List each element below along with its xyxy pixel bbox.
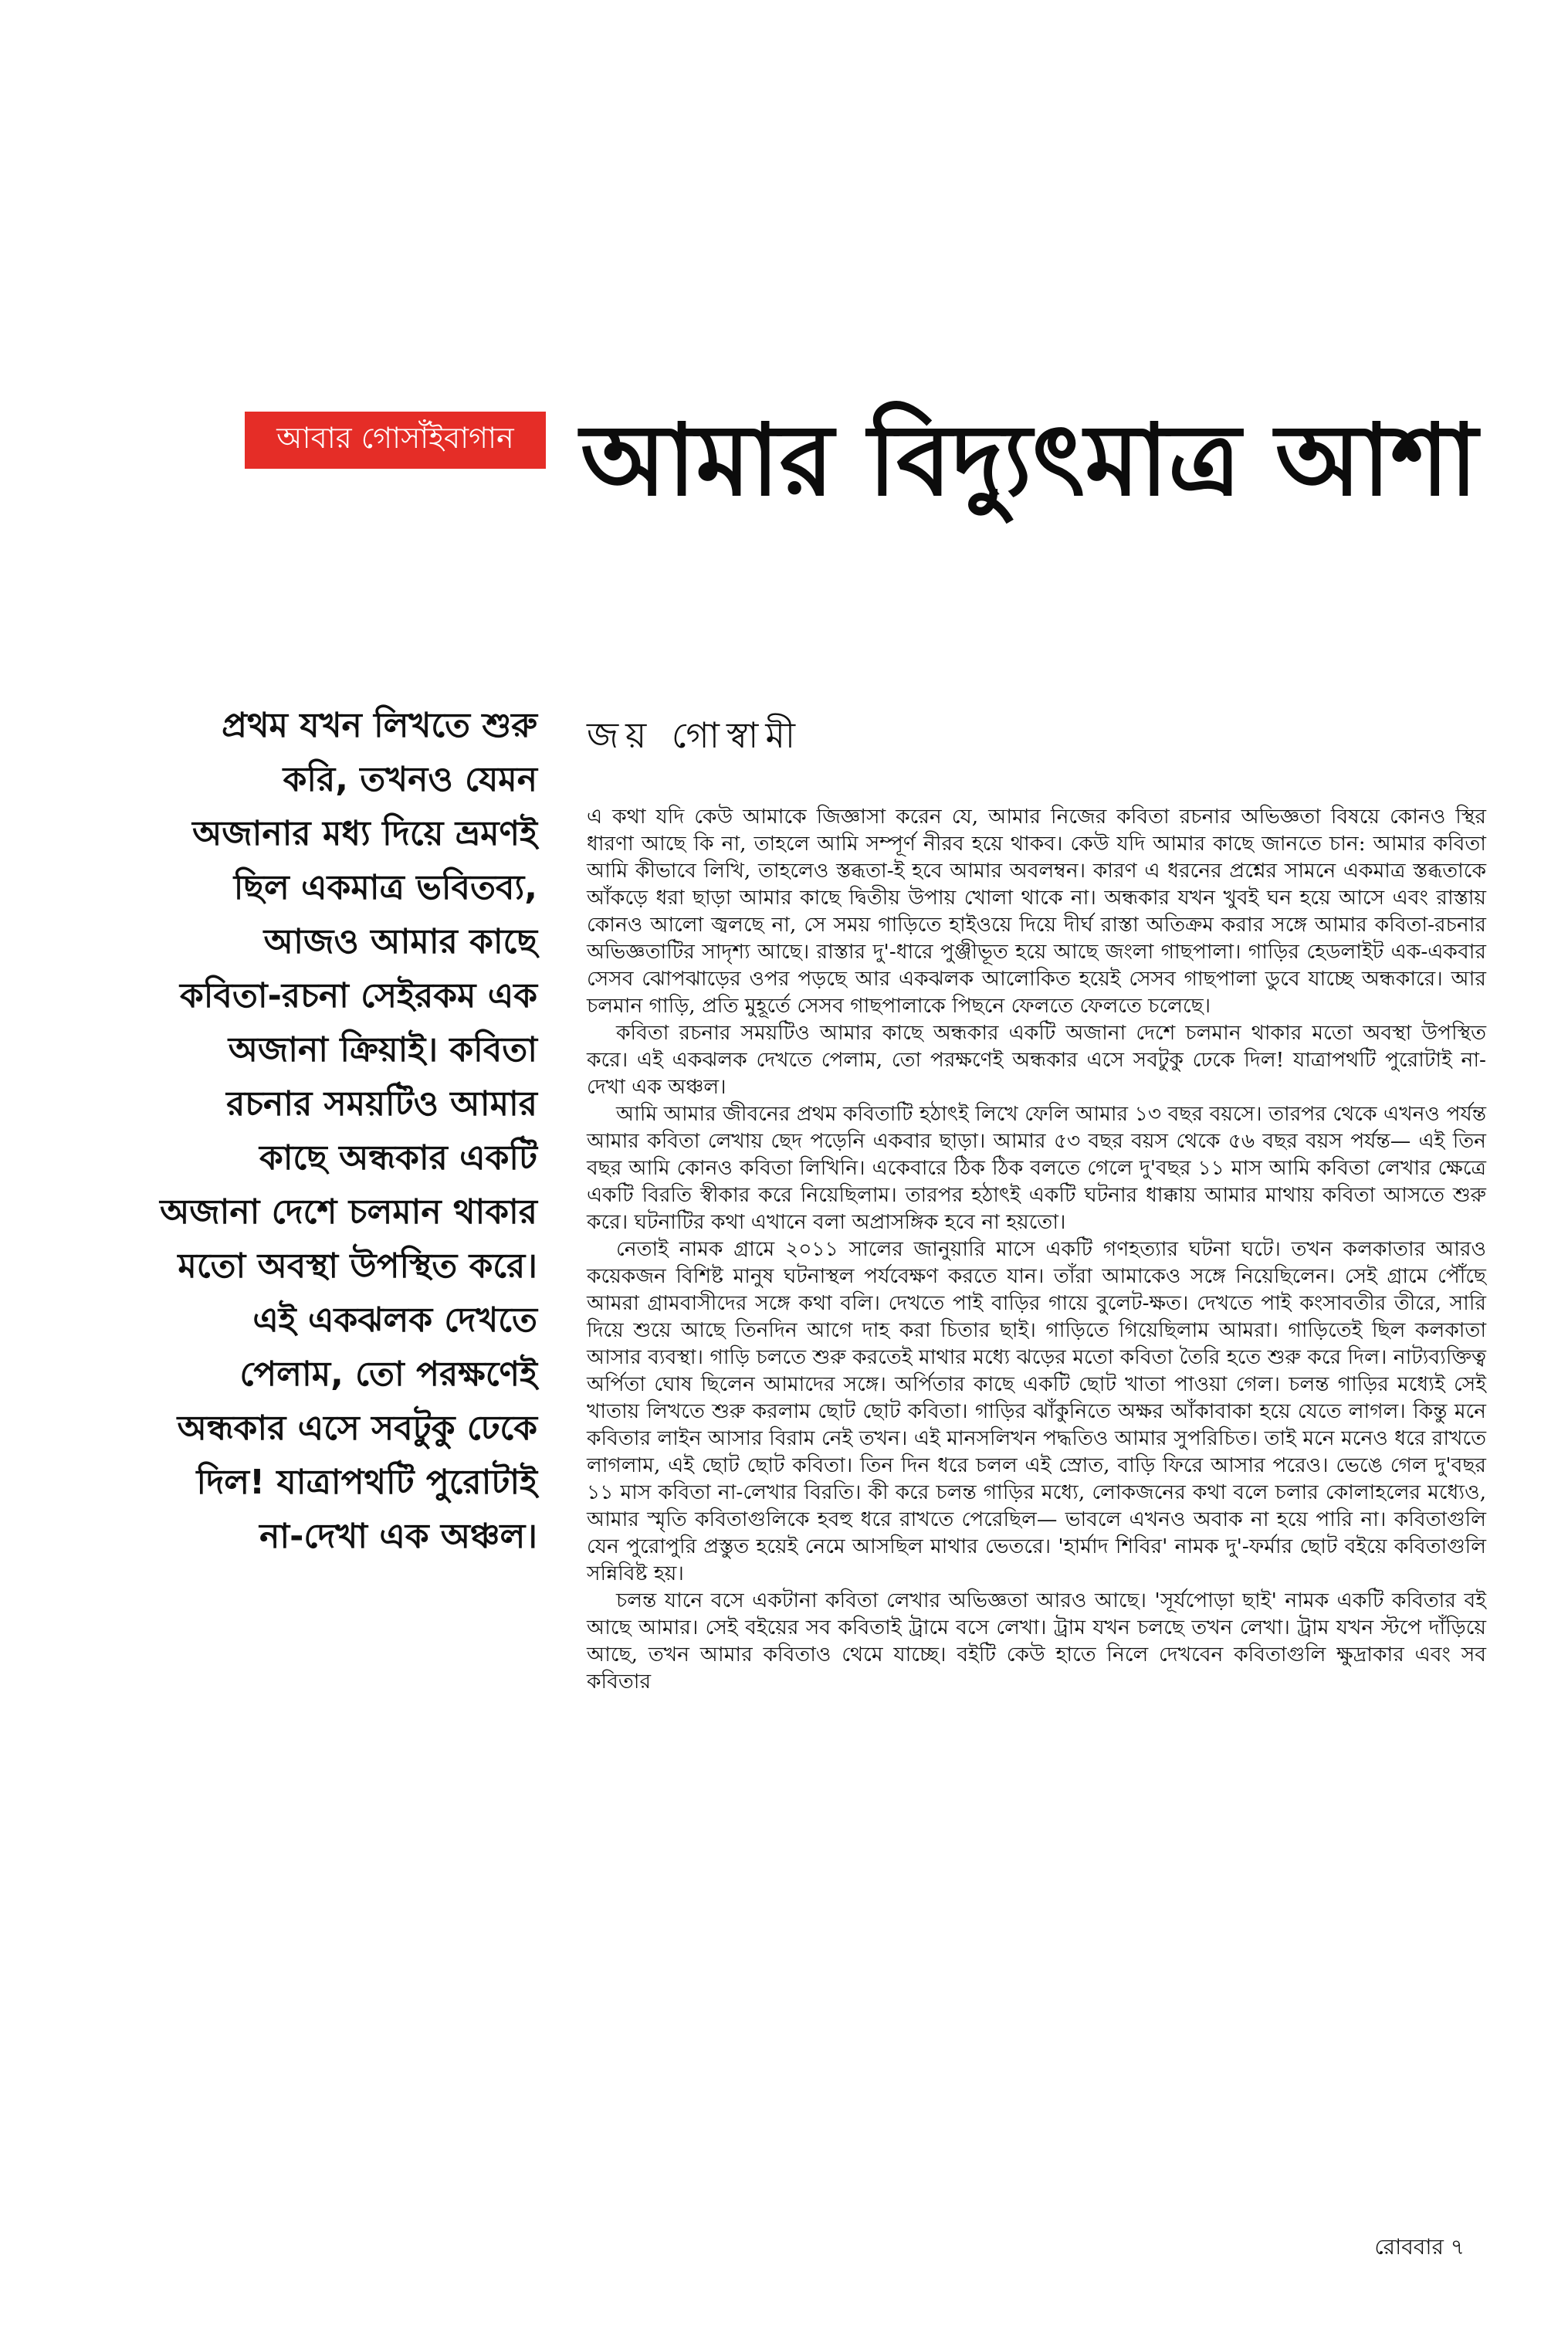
- pull-quote: প্রথম যখন লিখতে শুরু করি, তখনও যেমন অজানার মধ্য দিয়ে ভ্রমণই ছিল একমাত্র ভবিতব্য, আজও আমার কাছে কবিতা-রচনা সেইরকম এক অজানা ক্রিয়াই। কবিতা রচনার সময়টিও আমার কাছে অন্ধকার একটি অজানা দেশে চলমান থাকার মতো অবস্থা উপস্থিত করে। এই একঝলক দেখতে পেলাম, তো পরক্ষণেই অন্ধকার এসে সবটুকু ঢেকে দিল! যাত্রাপথটি পুরোটাই না-দেখা এক অঞ্চল।: [160, 706, 537, 1556]
- body-paragraph: কবিতা রচনার সময়টিও আমার কাছে অন্ধকার একটি অজানা দেশে চলমান থাকার মতো অবস্থা উপস্থিত করে। এই একঝলক দেখতে পেলাম, তো পরক্ষণেই অন্ধকার এসে সবটুকু ঢেকে দিল! যাত্রাপথটি পুরোটাই না-দেখা এক অঞ্চল।: [587, 1021, 1486, 1099]
- article-headline: আমার বিদ্যুৎমাত্র আশা: [581, 402, 1478, 518]
- body-paragraph: এ কথা যদি কেউ আমাকে জিজ্ঞাসা করেন যে, আমার নিজের কবিতা রচনার অভিজ্ঞতা বিষয়ে কোনও স্থির ধারণা আছে কি না, তাহলে আমি সম্পূর্ণ নীরব হয়ে থাকব। কেউ যদি আমার কাছে জানতে চান: আমার কবিতা আমি কীভাবে লিখি, তাহলেও স্তব্ধতা-ই হবে আমার অবলম্বন। কারণ এ ধরনের প্রশ্নের সামনে একমাত্র স্তব্ধতাকে আঁকড়ে ধরা ছাড়া আমার কাছে দ্বিতীয় উপায় খোলা থাকে না। অন্ধকার যখন খুবই ঘন হয়ে আসে এবং রাস্তায় কোনও আলো জ্বলছে না, সে সময় গাড়িতে হাইওয়ে দিয়ে দীর্ঘ রাস্তা অতিক্রম করার সঙ্গে আমার কবিতা-রচনার অভিজ্ঞতাটির সাদৃশ্য আছে। রাস্তার দু'-ধারে পুঞ্জীভূত হয়ে আছে জংলা গাছপালা। গাড়ির হেডলাইট এক-একবার সেসব ঝোপঝাড়ের ওপর পড়ছে আর একঝলক আলোকিত হয়েই সেসব গাছপালা ডুবে যাচ্ছে অন্ধকারে। আর চলমান গাড়ি, প্রতি মুহূর্তে সেসব গাছপালাকে পিছনে ফেলতে ফেলতে চলেছে।: [587, 805, 1486, 1018]
- page-folio: রোববার ৭: [1374, 2234, 1465, 2260]
- body-paragraph: আমি আমার জীবনের প্রথম কবিতাটি হঠাৎই লিখে ফেলি আমার ১৩ বছর বয়সে। তারপর থেকে এখনও পর্যন্ত আমার কবিতা লেখায় ছেদ পড়েনি একবার ছাড়া। আমার ৫৩ বছর বয়স থেকে ৫৬ বছর বয়স পর্যন্ত— এই তিন বছর আমি কোনও কবিতা লিখিনি। একেবারে ঠিক ঠিক বলতে গেলে দু'বছর ১১ মাস আমি কবিতা লেখার ক্ষেত্রে একটি বিরতি স্বীকার করে নিয়েছিলাম। তারপর হঠাৎই একটি ঘটনার ধাক্কায় আমার মাথায় কবিতা আসতে শুরু করে। ঘটনাটির কথা এখানে বলা অপ্রাসঙ্গিক হবে না হয়তো।: [587, 1102, 1486, 1234]
- article-body: [587, 803, 1486, 1695]
- body-paragraph: নেতাই নামক গ্রামে ২০১১ সালের জানুয়ারি মাসে একটি গণহত্যার ঘটনা ঘটে। তখন কলকাতার আরও কয়েকজন বিশিষ্ট মানুষ ঘটনাস্থল পর্যবেক্ষণ করতে যান। তাঁরা আমাকেও সঙ্গে নিয়েছিলেন। সেই গ্রামে পৌঁছে আমরা গ্রামবাসীদের সঙ্গে কথা বলি। দেখতে পাই বাড়ির গায়ে বুলেট-ক্ষত। দেখতে পাই কংসাবতীর তীরে, সারি দিয়ে শুয়ে আছে তিনদিন আগে দাহ করা চিতার ছাই। গাড়িতে গিয়েছিলাম আমরা। গাড়িতেই ছিল কলকাতা আসার ব্যবস্থা। গাড়ি চলতে শুরু করতেই মাথার মধ্যে ঝড়ের মতো কবিতা তৈরি হতে শুরু করে দিল। নাট্যব্যক্তিত্ব অর্পিতা ঘোষ ছিলেন আমাদের সঙ্গে। অর্পিতার কাছে একটি ছোট খাতা পাওয়া গেল। চলন্ত গাড়ির মধ্যেই সেই খাতায় লিখতে শুরু করলাম ছোট ছোট কবিতা। গাড়ির ঝাঁকুনিতে অক্ষর আঁকাবাকা হয়ে যেতে লাগল। কিন্তু মনে কবিতার লাইন আসার বিরাম নেই তখন। এই মানসলিখন পদ্ধতিও আমার সুপরিচিত। তাই মনে মনেও ধরে রাখতে লাগলাম, এই ছোট ছোট কবিতা। তিন দিন ধরে চলল এই স্রোত, বাড়ি ফিরে আসার পরেও। ভেঙে গেল দু'বছর ১১ মাস কবিতা না-লেখার বিরতি। কী করে চলন্ত গাড়ির মধ্যে, লোকজনের কথা বলে চলার কোলাহলের মধ্যেও, আমার স্মৃতি কবিতাগুলিকে হবহু ধরে রাখতে পেরেছিল— ভাবলে এখনও অবাক না হয়ে পারি না। কবিতাগুলি যেন পুরোপুরি প্রস্তুত হয়েই নেমে আসছিল মাথার ভেতরে। 'হার্মাদ শিবির' নামক দু'-ফর্মার ছোট বইয়ে কবিতাগুলি সন্নিবিষ্ট হয়।: [587, 1237, 1486, 1585]
- section-tag: আবার গোসাঁইবাগান: [245, 412, 546, 469]
- byline: জয় গোস্বামী: [587, 714, 803, 756]
- body-paragraph: চলন্ত যানে বসে একটানা কবিতা লেখার অভিজ্ঞতা আরও আছে। 'সূর্যপোড়া ছাই' নামক একটি কবিতার বই আছে আমার। সেই বইয়ের সব কবিতাই ট্রামে বসে লেখা। ট্রাম যখন চলছে তখন লেখা। ট্রাম যখন স্টপে দাঁড়িয়ে আছে, তখন আমার কবিতাও থেমে যাচ্ছে। বইটি কেউ হাতে নিলে দেখবেন কবিতাগুলি ক্ষুদ্রাকার এবং সব কবিতার: [587, 1589, 1486, 1694]
